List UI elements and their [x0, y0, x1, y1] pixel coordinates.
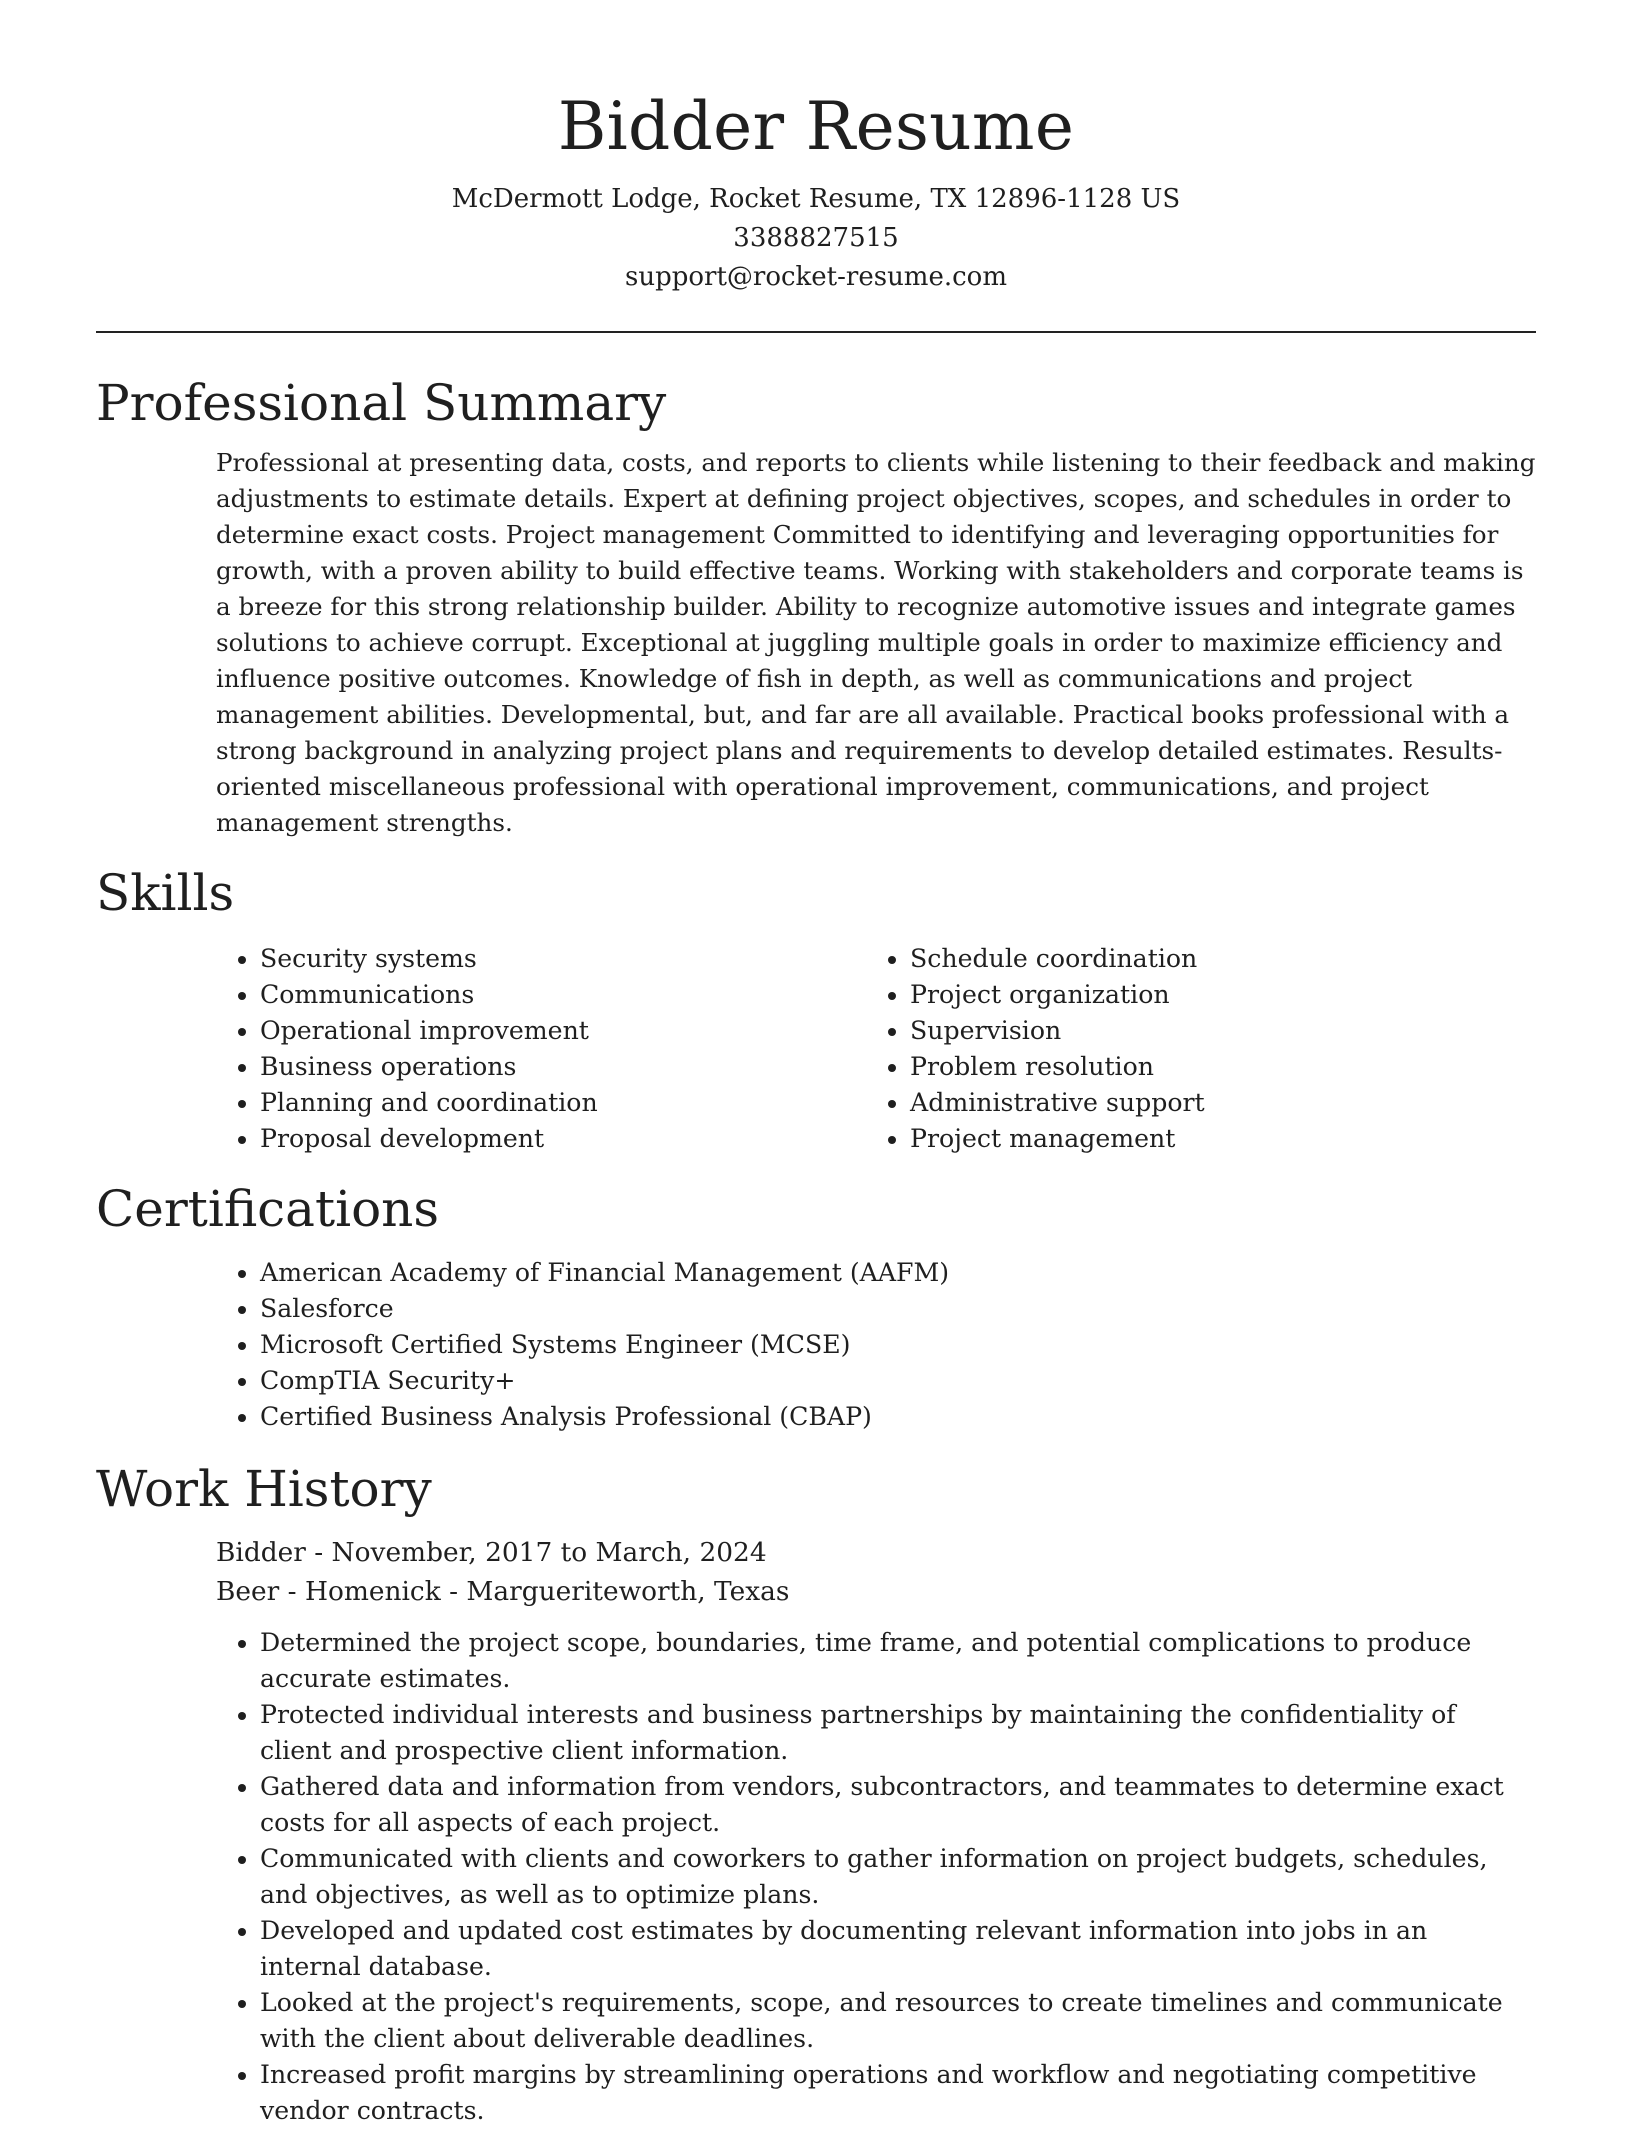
skill-item: • Proposal development [260, 1121, 746, 1157]
skills-grid [96, 941, 1536, 1157]
job-bullets [96, 1625, 1536, 2129]
skill-item: • Communications [260, 977, 746, 1013]
skill-item: • Security systems [260, 941, 746, 977]
job-bullet: • Gathered data and information from vendors, subcontractors, and teammates to determine exact costs for all aspects of each project. [260, 1769, 1536, 1841]
summary-title: Professional Summary [96, 374, 667, 432]
certification-item: • American Academy of Financial Management (AAFM) [260, 1255, 1536, 1291]
skill-item: • Business operations [260, 1049, 746, 1085]
skill-item: • Planning and coordination [260, 1085, 746, 1121]
job-company: Beer - Homenick [216, 1576, 441, 1607]
job-bullet: • Determined the project scope, boundaries, time frame, and potential complications to produce accurate estimates. [260, 1625, 1536, 1697]
contact-block [96, 180, 1536, 297]
contact-phone: 3388827515 [733, 223, 899, 253]
job-entry [96, 1533, 1536, 2129]
skills-title: Skills [96, 864, 235, 922]
resume-page [96, 0, 1536, 2125]
job-bullet: • Looked at the project's requirements, scope, and resources to create timelines and communicate with the client about deliverable deadlines. [260, 1985, 1536, 2057]
job-bullet: • Protected individual interests and business partnerships by maintaining the confidentiality of client and prospective client information. [260, 1697, 1536, 1769]
header-divider [96, 331, 1536, 333]
skill-item: • Supervision [910, 1013, 1396, 1049]
skill-item: • Schedule coordination [910, 941, 1396, 977]
skill-item: • Operational improvement [260, 1013, 746, 1049]
skills-list-right [746, 941, 1396, 1157]
certifications-title: Certifications [96, 1180, 440, 1238]
skills-section [96, 863, 1536, 1157]
job-location-separator: - [440, 1576, 467, 1607]
work-history-title: Work History [96, 1460, 432, 1518]
skills-list-left [96, 941, 746, 1157]
certification-item: • Salesforce [260, 1291, 1536, 1327]
job-bullet: • Increased profit margins by streamlining operations and workflow and negotiating competitive vendor contracts. [260, 2057, 1536, 2129]
resume-name: Bidder Resume [557, 88, 1075, 165]
contact-address: McDermott Lodge, Rocket Resume, TX 12896-1128 US [451, 184, 1181, 214]
summary-section [96, 373, 1536, 841]
certification-item: • Microsoft Certified Systems Engineer (MCSE) [260, 1327, 1536, 1363]
work-history-section [96, 1459, 1536, 2129]
job-company-location [216, 1572, 1536, 1611]
certifications-section [96, 1179, 1536, 1435]
certification-item: • CompTIA Security+ [260, 1363, 1536, 1399]
contact-email: support@rocket-resume.com [624, 262, 1007, 292]
skill-item: • Problem resolution [910, 1049, 1396, 1085]
summary-text: Professional at presenting data, costs, and reports to clients while listening to their feedback and making adjustments to estimate details. Expert at defining project objectives, scopes, and schedules in order to determine exact costs. Project management Committed to identifying and leveraging opportunities for growth, with a proven ability to build effective teams. Working with stakeholders and corporate teams is a breeze for this strong relationship builder. Ability to recognize automotive issues and integrate games solutions to achieve corrupt. Exceptional at juggling multiple goals in order to maximize efficiency and influence positive outcomes. Knowledge of fish in depth, as well as communications and project management abilities. Developmental, but, and far are all available. Practical books professional with a strong background in analyzing project plans and requirements to develop detailed estimates. Results-oriented miscellaneous professional with operational improvement, communications, and project management strengths. [216, 448, 1536, 837]
certification-item: • Certified Business Analysis Professional (CBAP) [260, 1399, 1536, 1435]
job-role-dates: Bidder - November, 2017 to March, 2024 [216, 1537, 767, 1568]
skill-item: • Administrative support [910, 1085, 1396, 1121]
job-bullet: • Developed and updated cost estimates by documenting relevant information into jobs in an internal database. [260, 1913, 1536, 1985]
resume-header [96, 0, 1536, 297]
skill-item: • Project organization [910, 977, 1396, 1013]
skill-item: • Project management [910, 1121, 1396, 1157]
certifications-list [96, 1255, 1536, 1435]
job-bullet: • Communicated with clients and coworkers to gather information on project budgets, schedules, and objectives, as well as to optimize plans. [260, 1841, 1536, 1913]
job-location: Margueriteworth, Texas [466, 1576, 790, 1607]
